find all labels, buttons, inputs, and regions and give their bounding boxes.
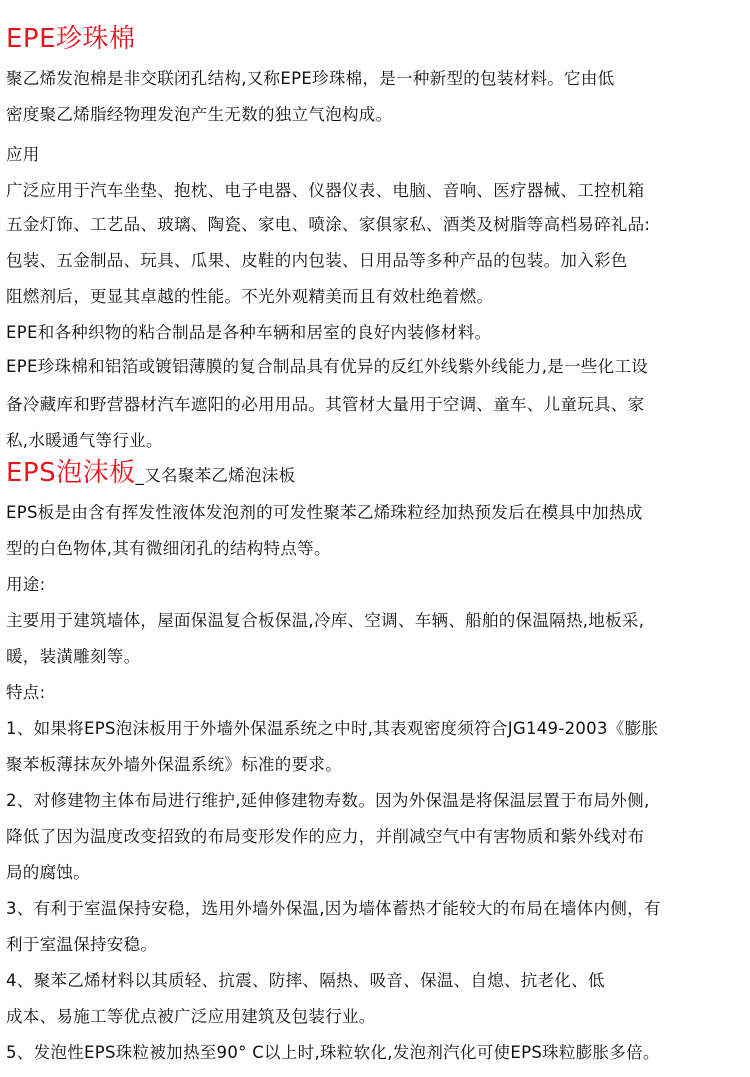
eps-line: 成本、易施工等优点被广泛应用建筑及包装行业。 bbox=[6, 1007, 376, 1026]
eps-line: 聚苯板薄抹灰外墙外保温系统》标准的要求。 bbox=[6, 755, 342, 774]
epe-line: 包装、五金制品、玩具、瓜果、皮鞋的内包装、日用品等多种产品的包装。加入彩色 bbox=[6, 251, 628, 270]
epe-line: 阻燃剂后，更显其卓越的性能。不光外观精美而且有效杜绝着燃。 bbox=[6, 287, 494, 306]
eps-line: 特点: bbox=[6, 683, 46, 702]
epe-line: EPE珍珠棉和铝箔或镀铝薄膜的复合制品具有优异的反红外线紫外线能力,是一些化工设 bbox=[6, 357, 649, 376]
epe-line: 私,水暖通气等行业。 bbox=[6, 431, 163, 450]
eps-line: 3、有利于室温保持安稳，选用外墙外保温,因为墙体蓄热才能较大的布局在墙体内侧，有 bbox=[6, 899, 661, 918]
epe-line: 应用 bbox=[6, 145, 40, 164]
eps-line: 1、如果将EPS泡沫板用于外墙外保温系统之中时,其表观密度须符合JG149-2003《膨胀 bbox=[6, 719, 659, 738]
epe-line: EPE和各种织物的粘合制品是各种车辆和居室的良好内装修材料。 bbox=[6, 323, 492, 342]
eps-line: 型的白色物体,其有微细闭孔的结构特点等。 bbox=[6, 539, 331, 558]
epe-line: 密度聚乙烯脂经物理发泡产生无数的独立气泡构成。 bbox=[6, 105, 393, 124]
eps-line: 降低了因为温度改变招致的布局变形发作的应力，并削减空气中有害物质和紫外线对布 bbox=[6, 827, 645, 846]
epe-section-title bbox=[6, 22, 746, 59]
eps-line: 利于室温保持安稳。 bbox=[6, 935, 158, 954]
eps-line: 主要用于建筑墙体，屋面保温复合板保温,冷库、空调、车辆、船舶的保温隔热,地板采, bbox=[6, 611, 645, 630]
eps-line: 用途: bbox=[6, 575, 46, 594]
epe-line: 五金灯饰、工艺品、玻璃、陶瓷、家电、喷涂、家俱家私、酒类及树脂等高档易碎礼品: bbox=[6, 215, 651, 234]
eps-line: 暖，装潢雕刻等。 bbox=[6, 647, 141, 666]
epe-title: EPE珍珠棉 bbox=[6, 24, 136, 54]
eps-line: 4、聚苯乙烯材料以其质轻、抗震、防摔、隔热、吸音、保温、自熄、抗老化、低 bbox=[6, 971, 605, 990]
eps-subtitle: _又名聚苯乙烯泡沫板 bbox=[135, 466, 296, 485]
epe-line: 备冷藏库和野营器材汽车遮阳的必用用品。其管材大量用于空调、童车、儿童玩具、家 bbox=[6, 395, 645, 414]
epe-line: 广泛应用于汽车坐垫、抱枕、电子电器、仪器仪表、电脑、音响、医疗器械、工控机箱 bbox=[6, 181, 645, 200]
eps-line: 局的腐蚀。 bbox=[6, 863, 90, 882]
epe-line: 聚乙烯发泡棉是非交联闭孔结构,又称EPE珍珠棉，是一种新型的包装材料。它由低 bbox=[6, 69, 615, 88]
eps-line: EPS板是由含有挥发性液体发泡剂的可发性聚苯乙烯珠粒经加热预发后在模具中加热成 bbox=[6, 503, 643, 522]
eps-line: 2、对修建物主体布局进行维护,延伸修建物寿数。因为外保温是将保温层置于布局外侧, bbox=[6, 791, 650, 810]
eps-section-title bbox=[6, 456, 746, 493]
eps-title: EPS泡沫板 bbox=[6, 458, 136, 488]
eps-line: 5、发泡性EPS珠粒被加热至90° C以上时,珠粒软化,发泡剂汽化可使EPS珠粒膨胀多倍。 bbox=[6, 1043, 660, 1062]
